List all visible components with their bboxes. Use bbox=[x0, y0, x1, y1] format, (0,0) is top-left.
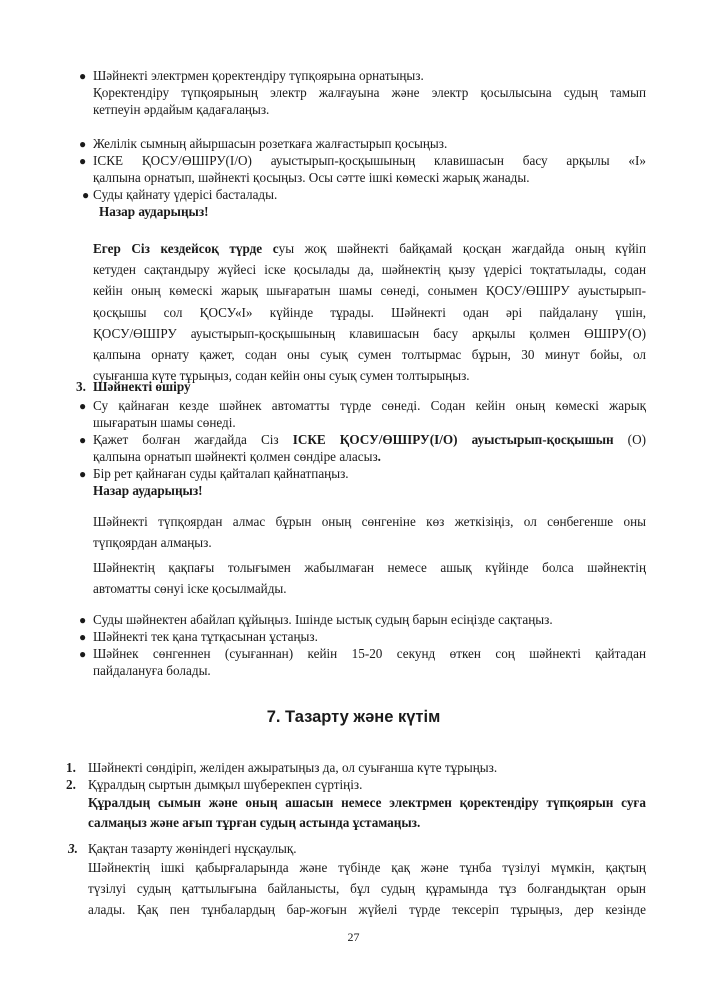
descaling-paragraph: Шәйнектің ішкі қабырғаларында және түбінде қақ және тұнба түзілуі мүмкін, қақтың түзілуі судың қаттылығына байланысты, бұл судың құрамында тұз болғандықтан орын алады. Қақ пен тұнбалардың бар-жоғын жүйелі түрде тексеріп тұрыңыз, дер кезінде bbox=[88, 860, 646, 917]
descaling-title: Қақтан тазарту жөніндегі нұсқаулық. bbox=[88, 841, 297, 856]
section-7-heading: 7. Тазарту және күтім bbox=[266, 708, 441, 726]
list-number: 2. bbox=[66, 777, 76, 792]
bullet-icon: ● bbox=[79, 154, 87, 168]
bullet-icon: ● bbox=[79, 630, 87, 644]
bullet-icon: ● bbox=[79, 399, 87, 413]
section-3-bullet-4: Суды шәйнектен абайлап құйыңыз. Ішінде ыстық судың барын есіңізде сақтаңыз. bbox=[93, 612, 553, 627]
bullet-icon: ● bbox=[79, 69, 87, 83]
bullet-icon: ● bbox=[82, 188, 90, 202]
list-number: 1. bbox=[66, 760, 76, 775]
section-3-attention-heading: Назар аударыңыз! bbox=[93, 483, 203, 498]
bullet-icon: ● bbox=[79, 433, 87, 447]
section-3-bullet-3: Бір рет қайнаған суды қайталап қайнатпаңыз. bbox=[93, 466, 349, 481]
bullet-icon: ● bbox=[79, 467, 87, 481]
bullet-boiling-starts: Суды қайнату үдерісі басталады. bbox=[93, 187, 278, 202]
section-3-number: 3. bbox=[76, 379, 86, 394]
bullet-plug-in: Шәйнекті электрмен қоректендіру түпқоярына орнатыңыз. Қоректендіру түпқоярының электр жалғауына және электр қосылысына судың тамып кетпеуін әрдайым қадағалаңыз. bbox=[93, 68, 646, 117]
list-number: 3. bbox=[68, 841, 78, 856]
bullet-icon: ● bbox=[79, 647, 87, 661]
attention-heading: Назар аударыңыз! bbox=[99, 204, 209, 219]
page-number: 27 bbox=[347, 930, 360, 944]
cleaning-step-2: Құралдың сыртын дымқыл шүберекпен сүртіңіз. bbox=[88, 777, 363, 792]
section-3-bullet-2: Қажет болған жағдайда Сіз ІСКЕ ҚОСУ/ӨШІРУ(I/O) ауыстырып-қосқышын (О) қалпына орнатып шәйнекті қолмен сөндіре аласыз. bbox=[93, 432, 646, 464]
cleaning-step-1: Шәйнекті сөндіріп, желіден ажыратыңыз да, ол суығанша күте тұрыңыз. bbox=[88, 760, 498, 775]
cleaning-warning: Құралдың сымын және оның ашасын немесе электрмен қоректендіру түпқоярын суға салмаңыз және ағып тұрған судың астында ұстамаңыз. bbox=[88, 795, 646, 830]
attention-paragraph: Егер Сіз кездейсоқ түрде суы жоқ шәйнекті байқамай қосқан жағдайда оның күйіп кетуден сақтандыру жүйесі іске қосылады да, шәйнектің қызу үдерісі тоқтатылады, содан кейін оның көмескі жарық шығаратын шамы сөнеді, сонымен ҚОСУ/ӨШІРУ ауыстырып- қосқышы сол ҚОСУ«I» күйінде тұрады. Шәйнекті одан әрі пайдалану үшін, ҚОСУ/ӨШІРУ ауыстырып-қосқышының клавишасын басу арқылы қолмен ӨШІРУ(О) қалпына орнату қажет, содан оны суық сумен толтырмас бұрын, 30 минут бойы, ол суығанша күте тұрыңыз, содан кейін оны суық сумен толтырыңыз. bbox=[93, 241, 647, 384]
bullet-icon: ● bbox=[79, 613, 87, 627]
section-3-note-1: Шәйнекті түпқоярдан алмас бұрын оның сөнгеніне көз жеткізіңіз, ол сөнбегенше оны түпқоярдан алмаңыз. bbox=[93, 514, 646, 551]
section-3-bullet-1: Су қайнаған кезде шәйнек автоматты түрде сөнеді. Содан кейін оның көмескі жарық шығаратын шамы сөнеді. bbox=[93, 398, 646, 430]
section-3-note-2: Шәйнектің қақпағы толығымен жабылмаған немесе ашық күйінде болса шәйнектің автоматты сөнуі іске қосылмайды. bbox=[93, 560, 646, 597]
section-3-bullet-5: Шәйнекті тек қана тұтқасынан ұстаңыз. bbox=[93, 629, 318, 644]
section-3-title: Шәйнекті өшіру bbox=[93, 379, 191, 394]
bullet-icon: ● bbox=[79, 137, 87, 151]
bullet-switch-on: ІСКЕ ҚОСУ/ӨШІРУ(I/O) ауыстырып-қосқышының клавишасын басу арқылы «I» қалпына орнатып, шәйнекті қосыңыз. Осы сәтте ішкі көмескі жарық жанады. bbox=[93, 153, 646, 185]
bullet-connect-cord: Желілік сымның айыршасын розеткаға жалғастырып қосыңыз. bbox=[93, 136, 448, 151]
section-3-bullet-6: Шәйнек сөнгеннен (суығаннан) кейін 15-20 секунд өткен соң шәйнекті қайтадан пайдалануға болады. bbox=[93, 646, 646, 678]
